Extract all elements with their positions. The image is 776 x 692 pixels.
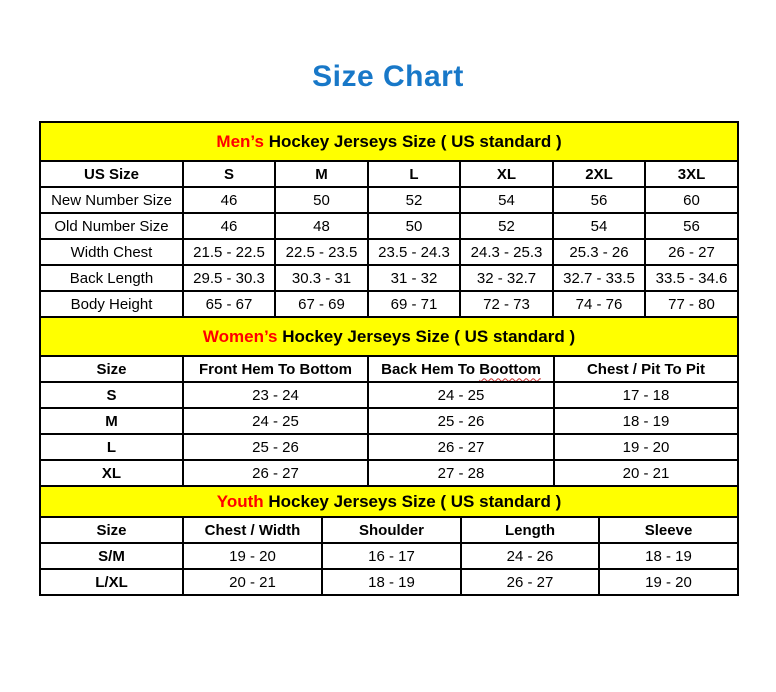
value-cell: 60 — [645, 187, 738, 213]
youth-size-table — [39, 485, 739, 596]
row-label-cell: Back Length — [40, 265, 183, 291]
value-cell: 27 - 28 — [368, 460, 554, 486]
column-header-cell: L — [368, 161, 460, 187]
value-cell: 26 - 27 — [368, 434, 554, 460]
table-row — [40, 291, 738, 317]
value-cell: 56 — [553, 187, 645, 213]
value-cell: 25 - 26 — [183, 434, 368, 460]
column-header-cell: Size — [40, 517, 183, 543]
value-cell: 32.7 - 33.5 — [553, 265, 645, 291]
value-cell: 74 - 76 — [553, 291, 645, 317]
womens-title-accent: Women’s — [202, 326, 278, 346]
value-cell: 31 - 32 — [368, 265, 460, 291]
value-cell: 17 - 18 — [554, 382, 738, 408]
row-label-cell: Body Height — [40, 291, 183, 317]
value-cell: 46 — [183, 213, 275, 239]
column-header-cell: Sleeve — [599, 517, 738, 543]
mens-section-title — [40, 122, 738, 161]
value-cell: 29.5 - 30.3 — [183, 265, 275, 291]
table-row — [40, 434, 738, 460]
mens-size-table — [39, 121, 739, 318]
value-cell: 52 — [368, 187, 460, 213]
table-row — [40, 213, 738, 239]
value-cell: 24.3 - 25.3 — [460, 239, 553, 265]
value-cell: 54 — [553, 213, 645, 239]
value-cell: 22.5 - 23.5 — [275, 239, 368, 265]
value-cell: 24 - 25 — [183, 408, 368, 434]
column-header-cell: XL — [460, 161, 553, 187]
mens-header-row — [40, 161, 738, 187]
table-row — [40, 569, 738, 595]
value-cell: 50 — [275, 187, 368, 213]
value-cell: 20 - 21 — [554, 460, 738, 486]
value-cell: 26 - 27 — [645, 239, 738, 265]
value-cell: 33.5 - 34.6 — [645, 265, 738, 291]
value-cell: 25 - 26 — [368, 408, 554, 434]
youth-section-title — [40, 486, 738, 517]
value-cell: 16 - 17 — [322, 543, 461, 569]
column-header-cell: Length — [461, 517, 599, 543]
value-cell: 23 - 24 — [183, 382, 368, 408]
value-cell: 32 - 32.7 — [460, 265, 553, 291]
table-row — [40, 187, 738, 213]
column-header-cell: Front Hem To Bottom — [183, 356, 368, 382]
value-cell: 23.5 - 24.3 — [368, 239, 460, 265]
column-header-cell — [368, 356, 554, 382]
value-cell: 65 - 67 — [183, 291, 275, 317]
value-cell: 26 - 27 — [461, 569, 599, 595]
womens-section-title-row — [40, 317, 738, 356]
value-cell: 77 - 80 — [645, 291, 738, 317]
value-cell: 50 — [368, 213, 460, 239]
value-cell: 19 - 20 — [554, 434, 738, 460]
youth-header-row — [40, 517, 738, 543]
table-row — [40, 543, 738, 569]
table-row — [40, 460, 738, 486]
row-label-cell: S/M — [40, 543, 183, 569]
womens-size-table — [39, 316, 739, 487]
table-row — [40, 382, 738, 408]
row-label-cell: L/XL — [40, 569, 183, 595]
size-chart — [39, 121, 737, 596]
value-cell: 21.5 - 22.5 — [183, 239, 275, 265]
womens-section-title — [40, 317, 738, 356]
table-row — [40, 265, 738, 291]
value-cell: 52 — [460, 213, 553, 239]
row-label-cell: Old Number Size — [40, 213, 183, 239]
value-cell: 19 - 20 — [183, 543, 322, 569]
column-header-cell: Chest / Width — [183, 517, 322, 543]
row-label-cell: XL — [40, 460, 183, 486]
back-hem-header-text: Back Hem To — [381, 360, 480, 378]
column-header-cell: Shoulder — [322, 517, 461, 543]
column-header-cell: M — [275, 161, 368, 187]
value-cell: 72 - 73 — [460, 291, 553, 317]
womens-title-text: Hockey Jerseys Size ( US standard ) — [277, 326, 576, 346]
value-cell: 69 - 71 — [368, 291, 460, 317]
value-cell: 18 - 19 — [554, 408, 738, 434]
column-header-cell: US Size — [40, 161, 183, 187]
table-row — [40, 239, 738, 265]
mens-title-accent: Men’s — [216, 131, 264, 151]
column-header-cell: S — [183, 161, 275, 187]
value-cell: 54 — [460, 187, 553, 213]
column-header-cell: 3XL — [645, 161, 738, 187]
youth-title-accent: Youth — [216, 491, 264, 511]
value-cell: 56 — [645, 213, 738, 239]
value-cell: 48 — [275, 213, 368, 239]
row-label-cell: S — [40, 382, 183, 408]
row-label-cell: M — [40, 408, 183, 434]
value-cell: 46 — [183, 187, 275, 213]
mens-title-text: Hockey Jerseys Size ( US standard ) — [263, 131, 562, 151]
youth-title-text: Hockey Jerseys Size ( US standard ) — [263, 491, 562, 511]
value-cell: 19 - 20 — [599, 569, 738, 595]
value-cell: 25.3 - 26 — [553, 239, 645, 265]
value-cell: 18 - 19 — [322, 569, 461, 595]
value-cell: 30.3 - 31 — [275, 265, 368, 291]
mens-section-title-row — [40, 122, 738, 161]
value-cell: 67 - 69 — [275, 291, 368, 317]
youth-section-title-row — [40, 486, 738, 517]
womens-header-row — [40, 356, 738, 382]
value-cell: 26 - 27 — [183, 460, 368, 486]
column-header-cell: 2XL — [553, 161, 645, 187]
row-label-cell: New Number Size — [40, 187, 183, 213]
value-cell: 24 - 25 — [368, 382, 554, 408]
value-cell: 24 - 26 — [461, 543, 599, 569]
table-row — [40, 408, 738, 434]
value-cell: 18 - 19 — [599, 543, 738, 569]
row-label-cell: L — [40, 434, 183, 460]
column-header-cell: Chest / Pit To Pit — [554, 356, 738, 382]
value-cell: 20 - 21 — [183, 569, 322, 595]
page-title: Size Chart — [312, 60, 464, 93]
back-hem-misspelled-word: Boottom — [479, 360, 541, 378]
column-header-cell: Size — [40, 356, 183, 382]
row-label-cell: Width Chest — [40, 239, 183, 265]
